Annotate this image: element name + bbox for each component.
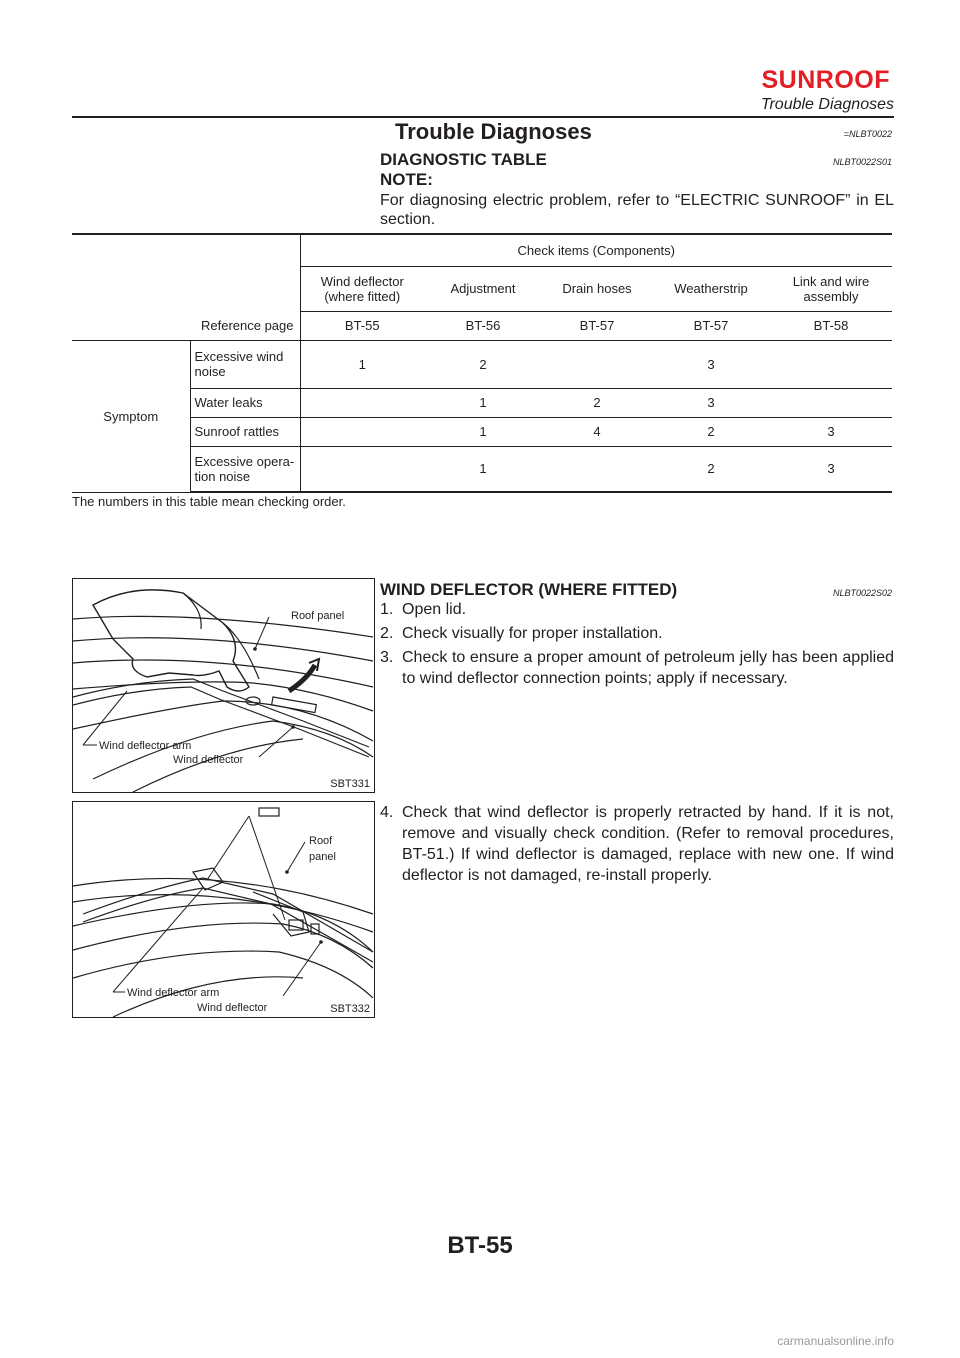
step-number: 4. [380,804,394,821]
section-title: SUNROOF [761,66,890,94]
table-footnote: The numbers in this table mean checking order. [72,494,346,509]
step-text: Open lid. [402,601,467,618]
table-cell: 2 [652,417,770,446]
procedure-step [380,623,894,644]
diag-table-ref: NLBT0022S01 [832,157,892,167]
column-header: Wind deflector (where fitted) [300,266,424,311]
table-cell: 1 [424,388,542,417]
figure-code: SBT331 [330,778,370,790]
table-cell: 1 [424,417,542,446]
step-number: 2. [380,625,394,642]
wind-deflector-ref: NLBT0022S02 [832,588,892,598]
procedure-step [380,599,894,620]
note-label: NOTE: [380,170,433,189]
reference-page: BT-57 [652,311,770,340]
table-cell [542,340,652,388]
column-header: Adjustment [424,266,542,311]
check-items-header: Check items (Components) [300,234,892,266]
figure-label: panel [309,851,336,863]
table-cell: 3 [652,340,770,388]
page-number: BT-55 [447,1232,513,1259]
page-heading-ref: =NLBT0022 [843,129,892,139]
table-cell: 1 [424,446,542,492]
reference-page: BT-58 [770,311,892,340]
reference-page: BT-55 [300,311,424,340]
table-cell: 3 [770,417,892,446]
reference-page: BT-57 [542,311,652,340]
header-divider [72,116,894,118]
symptom-row-label: Water leaks [190,388,300,417]
table-cell [300,446,424,492]
symptom-row-label: Excessive wind noise [190,340,300,388]
figure-code: SBT332 [330,1003,370,1015]
diag-table-title: DIAGNOSTIC TABLE [380,150,547,169]
figure-label: Roof panel [291,610,345,622]
note-text: For diagnosing electric problem, refer to “ELECTRIC SUNROOF” in EL section. [380,192,894,228]
wind-deflector-title: WIND DEFLECTOR (WHERE FITTED) [380,580,678,599]
step-text: Check visually for proper installation. [402,625,663,642]
figure-label: Wind deflector [173,754,244,766]
wind-deflector-illustration [73,579,374,792]
table-cell [770,340,892,388]
procedure-step [380,802,894,886]
table-cell: 2 [424,340,542,388]
column-header: Link and wire assembly [770,266,892,311]
procedure-step [380,647,894,689]
figure-sbt331 [72,578,375,793]
table-cell: 4 [542,417,652,446]
page-heading: Trouble Diagnoses [395,119,592,144]
step-number: 3. [380,649,394,666]
reference-page: BT-56 [424,311,542,340]
watermark: carmanualsonline.info [777,1334,894,1348]
step-text: Check that wind deflector is properly retracted by hand. If it is not, remove and visually check condition. (Refer to removal procedures, BT-51.) If wind deflector is damaged, replace with new one. If wind deflector is not damaged, re-install properly. [402,804,894,884]
figure-label: Roof [309,835,333,847]
figure-label: Wind deflector arm [127,987,220,999]
column-header: Drain hoses [542,266,652,311]
table-cell [770,388,892,417]
table-cell: 1 [300,340,424,388]
symptom-label: Symptom [72,340,190,492]
step-number: 1. [380,601,394,618]
table-cell: 3 [652,388,770,417]
diagnostic-table [72,233,892,493]
table-cell: 2 [652,446,770,492]
wind-deflector-illustration [73,802,374,1017]
table-cell [300,388,424,417]
section-subtitle: Trouble Diagnoses [760,96,894,113]
table-cell [300,417,424,446]
symptom-row-label: Excessive opera-tion noise [190,446,300,492]
table-cell: 2 [542,388,652,417]
table-cell [542,446,652,492]
table-cell: 3 [770,446,892,492]
column-header: Weatherstrip [652,266,770,311]
figure-label: Wind deflector arm [99,740,192,752]
figure-sbt332 [72,801,375,1018]
step-text: Check to ensure a proper amount of petroleum jelly has been applied to wind deflector connection points; apply if necessary. [402,649,894,687]
symptom-row-label: Sunroof rattles [190,417,300,446]
figure-label: Wind deflector [197,1002,268,1014]
reference-page-label: Reference page [72,311,300,340]
